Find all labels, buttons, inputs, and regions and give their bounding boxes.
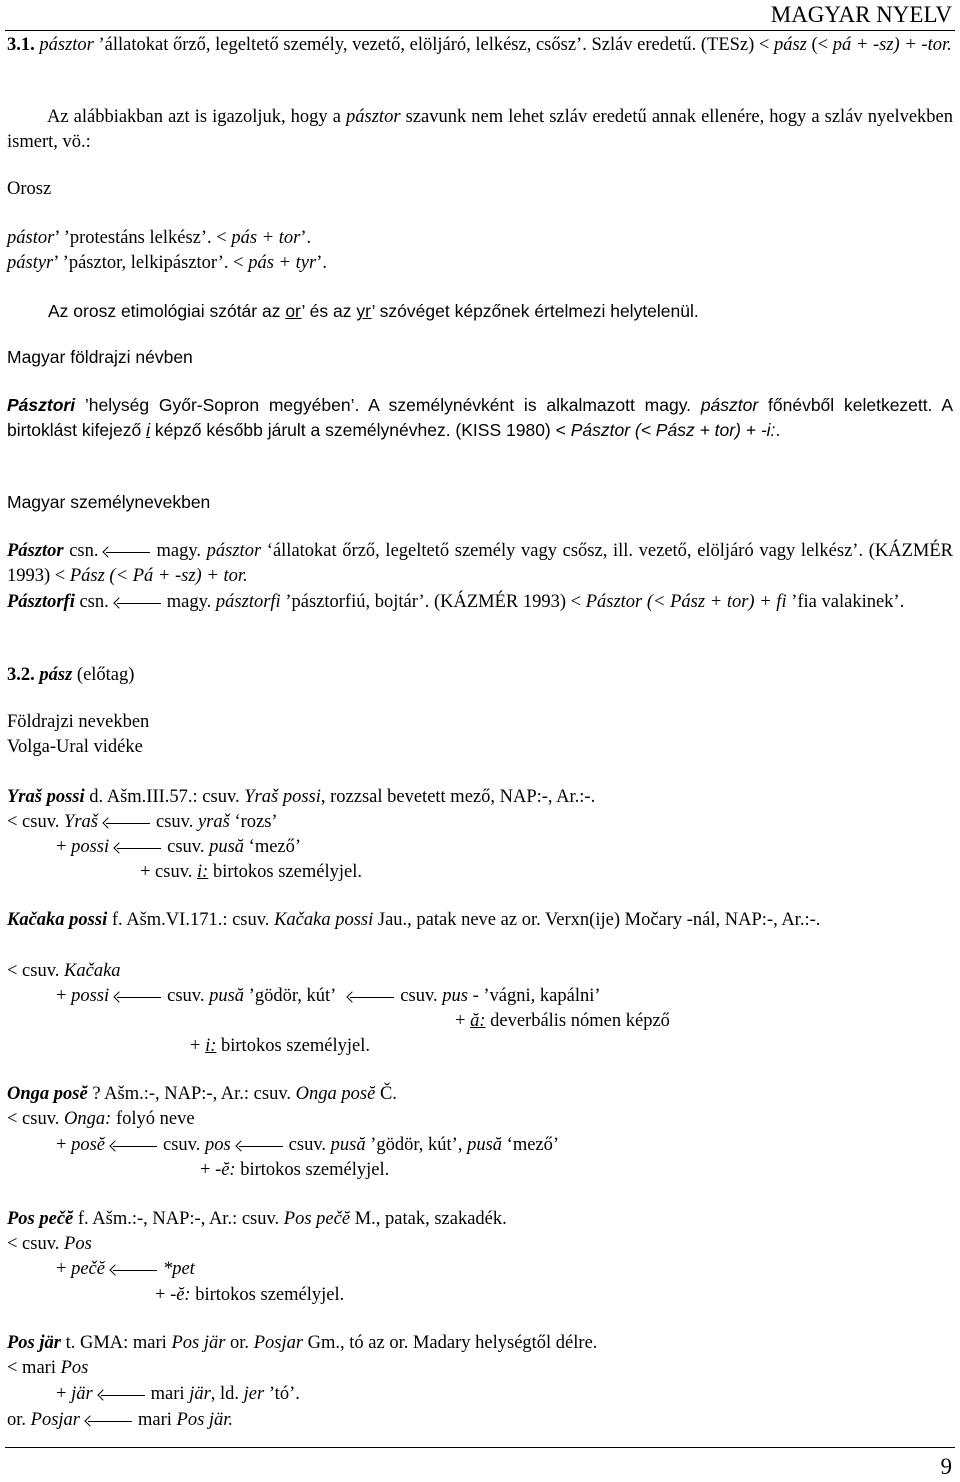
section-3-2: 3.2. pász (előtag) <box>7 665 135 685</box>
arrow-left-icon <box>111 1265 157 1275</box>
arrow-left-icon <box>104 818 150 828</box>
entry-pasztori: Pásztori ’helység Győr-Sopron megyében’. A személynévként is alkalmazott magy. pásztor főnévből keletkezett. A birtoklást kifejező i képző később járult a személynévhez. (KISS 1980) < Pásztor (< Pász + tor) + -i:. <box>7 395 953 440</box>
derivation-line: + -ĕ: birtokos személyjel. <box>155 1285 345 1305</box>
derivation-line: + i: birtokos személyjel. <box>190 1036 370 1056</box>
arrow-left-icon <box>115 992 161 1002</box>
arrow-left-icon <box>104 547 150 557</box>
arrow-left-icon <box>99 1390 145 1400</box>
derivation-line: + ă: deverbális nómen képző <box>455 1011 670 1031</box>
entry-onga-pose: Onga posĕ ? Ašm.:-, NAP:-, Ar.: csuv. Onga posĕ Č. <box>7 1084 397 1104</box>
paragraph-intro: Az alábbiakban azt is igazoljuk, hogy a pásztor szavunk nem lehet szláv eredetű annak ellenére, hogy a szláv nyelvekben ismert, vö.: <box>7 107 954 152</box>
page-number: 9 <box>940 1454 952 1479</box>
derivation-line: + pečĕ *pet <box>56 1259 195 1279</box>
arrow-left-icon <box>237 1141 283 1151</box>
derivation-line: + -ĕ: birtokos személyjel. <box>200 1160 390 1180</box>
derivation-line: < mari Pos <box>7 1358 89 1378</box>
arrow-left-icon <box>86 1416 132 1426</box>
heading-personal-names: Magyar személynevekben <box>7 492 211 512</box>
running-header: MAGYAR NYELV <box>770 2 952 27</box>
entry-pastyr: pástyr’ ’pásztor, lelkipásztor’. < pás + tyr’. <box>7 253 327 273</box>
heading-place-name: Magyar földrajzi névben <box>7 347 193 367</box>
derivation-line: + possi csuv. pusă ’gödör, kút’ csuv. pus - ’vágni, kapálni’ <box>56 986 601 1006</box>
derivation-line: + posĕ csuv. pos csuv. pusă ’gödör, kút’, pusă ‘mező’ <box>56 1135 560 1155</box>
derivation-line: < csuv. Onga: folyó neve <box>7 1109 195 1129</box>
derivation-line: + csuv. i: birtokos személyjel. <box>140 862 362 882</box>
entry-pos-pece: Pos pečĕ f. Ašm.:-, NAP:-, Ar.: csuv. Pos pečĕ M., patak, szakadék. <box>7 1209 507 1229</box>
entry-pasztorfi: Pásztorfi csn. magy. pásztorfi ’pásztorfiú, bojtár’. (KÁZMÉR 1993) < Pásztor (< Pász + tor) + fi ’fia valakinek’. <box>7 592 905 612</box>
heading-geo-names: Földrajzi nevekben <box>7 712 150 732</box>
derivation-line: < csuv. Kačaka <box>7 961 121 981</box>
entry-pasztor: Pásztor csn. magy. pásztor ‘állatokat őrző, legeltető személy vagy csősz, ill. vezető, elöljáró vagy lelkész’. (KÁZMÉR 1993) < Pász (< Pá + -sz) + tor. <box>7 541 953 586</box>
entry-kacaka-possi: Kačaka possi f. Ašm.VI.171.: csuv. Kačaka possi Jau., patak neve az or. Verxn(ije) Močary -nál, NAP:-, Ar.:-. <box>7 910 821 930</box>
section-number: 3.1. <box>7 35 35 55</box>
arrow-left-icon <box>115 843 161 853</box>
arrow-left-icon <box>111 1141 157 1151</box>
derivation-line: < csuv. Pos <box>7 1234 92 1254</box>
entry-pos-jar: Pos jär t. GMA: mari Pos jär or. Posjar Gm., tó az or. Madary helységtől délre. <box>7 1333 598 1353</box>
footer-rule <box>5 1447 955 1448</box>
entry-yras-possi: Yraš possi d. Ašm.III.57.: csuv. Yraš possi, rozzsal bevetett mező, NAP:-, Ar.:-. <box>7 787 596 807</box>
header-rule <box>5 30 955 31</box>
derivation-line: + jär mari jär, ld. jer ’tó’. <box>56 1384 300 1404</box>
derivation-line: < csuv. Yraš csuv. yraš ‘rozs’ <box>7 812 278 832</box>
section-3-1: 3.1. pásztor ’állatokat őrző, legeltető személy, vezető, elöljáró, lelkész, csősz’. Szláv eredetű. (TESz) < pász (< pá + -sz) + -tor. <box>7 35 952 55</box>
headword: pász <box>39 665 73 685</box>
arrow-left-icon <box>115 598 161 608</box>
heading-region: Volga-Ural vidéke <box>7 737 143 757</box>
entry-pastor: pástor’ ’protestáns lelkész’. < pás + tor’. <box>7 228 312 248</box>
etymology-note: Az orosz etimológiai szótár az or’ és az yr’ szóvéget képzőnek értelmezi helytelenül. <box>48 301 699 321</box>
derivation-line: + possi csuv. pusă ‘mező’ <box>56 837 302 857</box>
derivation-line: or. Posjar mari Pos jär. <box>7 1410 234 1430</box>
heading-orosz: Orosz <box>7 179 52 199</box>
headword: pásztor <box>39 35 94 55</box>
arrow-left-icon <box>348 992 394 1002</box>
